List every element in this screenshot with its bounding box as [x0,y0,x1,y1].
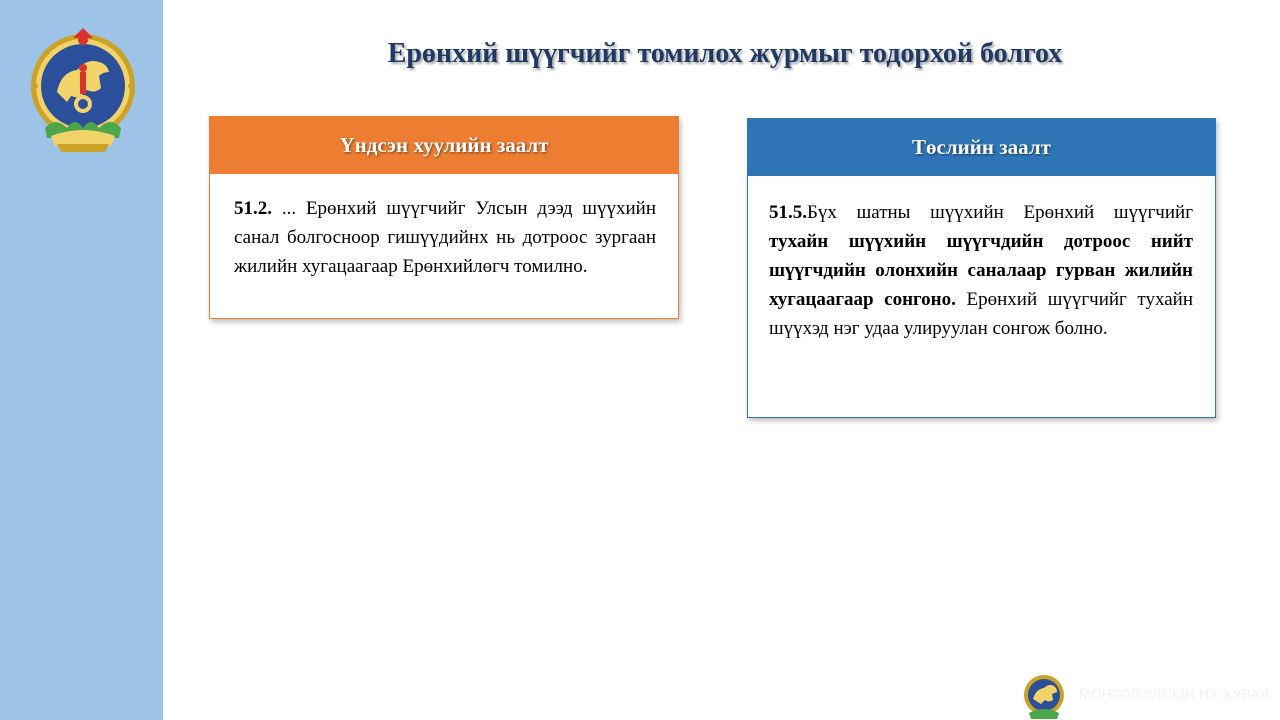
clause-body: ... Ерөнхий шүүгчийг Улсын дээд шүүхийн санал болгосноор гишүүдийнх нь дотроос зургаан жилийн хугацаагаар Ерөнхийлөгч томилно. [234,198,656,277]
constitution-clause-header: Үндсэн хуулийн заалт [210,117,678,174]
draft-clause-panel [747,118,1216,418]
state-emblem-icon [27,28,139,152]
footer-organization-name: МОНГОЛ УЛСЫН ИХ ХУРАЛ [1079,686,1270,702]
constitution-clause-text [210,174,678,281]
page-title: Ерөнхий шүүгчийг томилох журмыг тодорхой болгох [387,38,1063,69]
draft-clause-number: 51.5. [769,202,807,223]
constitution-clause-panel [209,116,679,319]
draft-clause-body-bold: тухайн шүүхийн шүүгчдийн дотроос нийт шүүгчдийн олонхийн саналаар гурван жилийн хугацаагаар сонгоно. [769,231,1193,310]
clause-number: 51.2. [234,198,272,219]
parliament-emblem-icon [1021,673,1067,719]
draft-clause-body-2: Ерөнхий шүүгчийг тухайн шүүхэд нэг удаа улируулан сонгож болно. [769,289,1193,339]
draft-clause-body-1: Бүх шатны шүүхийн Ерөнхий шүүгчийг [807,202,1193,223]
draft-clause-header: Төслийн заалт [748,119,1215,176]
draft-clause-text [748,176,1215,343]
